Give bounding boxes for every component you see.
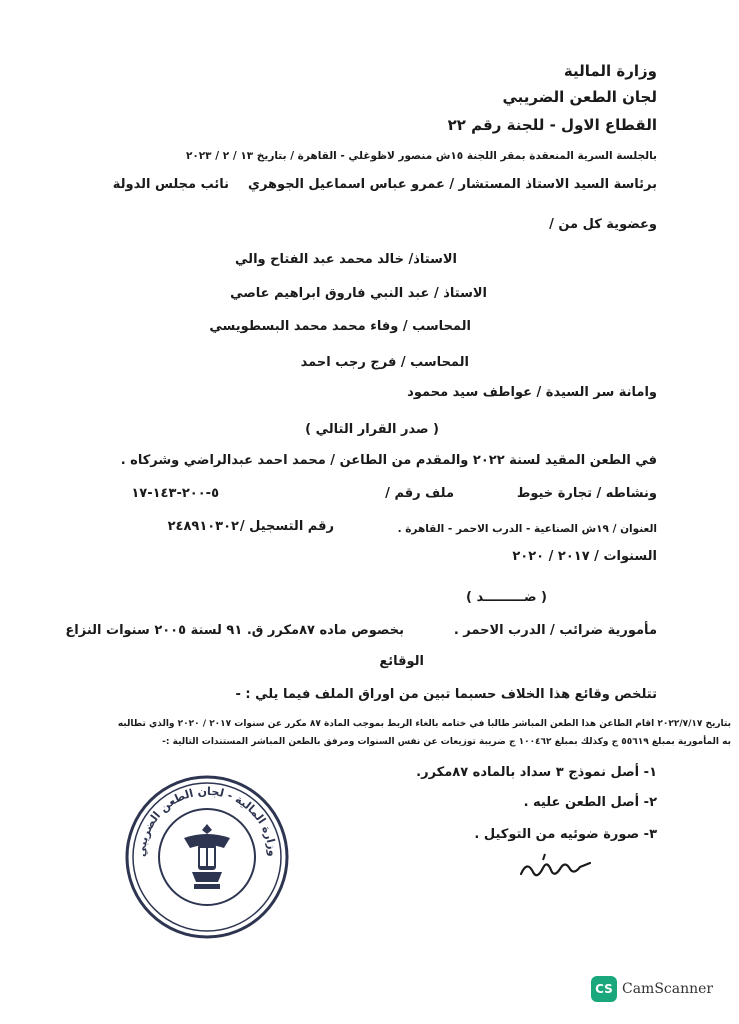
presided-title: نائب مجلس الدولة bbox=[112, 177, 229, 192]
stamp-text: وزارة المالية - لجان الطعن الضريبي bbox=[134, 784, 280, 858]
official-stamp-icon bbox=[122, 772, 292, 942]
member-3: المحاسب / وفاء محمد محمد البسطويسي bbox=[209, 319, 471, 334]
sector-title: القطاع الاول - للجنة رقم ٢٢ bbox=[447, 116, 657, 134]
decision-heading: ( صدر القرار التالي ) bbox=[305, 422, 439, 437]
facts-paragraph-line-2: به المأمورية بمبلغ ٥٥٦١٩ ج وكذلك بمبلغ ١٠٠٤٦٢ ج ضريبة توزيعات عن نفس السنوات ومرفق بالطعن المباشر المستندات التالية :- bbox=[162, 737, 731, 747]
address-line: العنوان / ١٩ش الصناعية - الدرب الاحمر - القاهرة . bbox=[397, 523, 657, 535]
file-label: ملف رقم / bbox=[385, 486, 454, 501]
attachment-item: ٣- صورة ضوئيه من التوكيل . bbox=[474, 827, 657, 842]
membership-intro: وعضوية كل من / bbox=[549, 217, 657, 232]
file-number: ٥-٢٠٠-١٤٣-١٧ bbox=[131, 486, 219, 501]
session-line: بالجلسة السرية المنعقدة بمقر اللجنة ١٥ش منصور لاظوغلي - القاهرة / بتاريخ ١٣ / ٢ / ٢٠٢٣ bbox=[185, 150, 657, 162]
member-1: الاستاذ/ خالد محمد عبد الفتاح والي bbox=[235, 252, 457, 267]
registration-label: رقم التسجيل / bbox=[239, 519, 334, 534]
years-line: السنوات / ٢٠١٧ / ٢٠٢٠ bbox=[512, 549, 657, 564]
secretary-line: وامانة سر السيدة / عواطف سيد محمود bbox=[407, 385, 657, 400]
presided-by: برئاسة السيد الاستاذ المستشار / عمرو عباس اسماعيل الجوهري bbox=[248, 177, 657, 192]
camscanner-label: CamScanner bbox=[622, 981, 714, 997]
activity-line: ونشاطه / تجارة خيوط bbox=[516, 486, 657, 501]
attachment-item: ١- أصل نموذج ٣ سداد بالماده ٨٧مكرر. bbox=[416, 765, 657, 780]
against-heading: ( ضـــــــــد ) bbox=[466, 590, 547, 605]
committees-title: لجان الطعن الضريبي bbox=[502, 88, 657, 106]
appeal-line: في الطعن المقيد لسنة ٢٠٢٢ والمقدم من الطاعن / محمد احمد عبدالراضي وشركاه . bbox=[120, 453, 657, 468]
facts-heading: الوقائع bbox=[379, 654, 424, 669]
member-4: المحاسب / فرج رجب احمد bbox=[300, 355, 469, 370]
member-2: الاستاذ / عبد النبي فاروق ابراهيم عاصي bbox=[230, 286, 487, 301]
office-line: مأمورية ضرائب / الدرب الاحمر . bbox=[453, 623, 657, 638]
camscanner-logo-icon: CS bbox=[591, 976, 617, 1002]
facts-intro: تتلخص وقائع هذا الخلاف حسبما تبين من اوراق الملف فيما يلي : - bbox=[235, 687, 657, 702]
ministry-title: وزارة المالية bbox=[563, 62, 657, 80]
facts-paragraph-line-1: بتاريخ ٢٠٢٢/٧/١٧ اقام الطاعن هذا الطعن المباشر طالبا في ختامه بالغاء الربط بموجب المادة ٨٧ مكرر عن سنوات ٢٠١٧ / ٢٠٢٠ والذي تطالبه bbox=[117, 719, 731, 729]
attachment-item: ٢- أصل الطعن عليه . bbox=[523, 795, 657, 810]
signature-icon bbox=[515, 848, 595, 888]
subject-line: بخصوص ماده ٨٧مكرر ق. ٩١ لسنة ٢٠٠٥ سنوات النزاع bbox=[65, 623, 404, 638]
registration-number: ٢٤٨٩١٠٣٠٢ bbox=[167, 519, 239, 534]
